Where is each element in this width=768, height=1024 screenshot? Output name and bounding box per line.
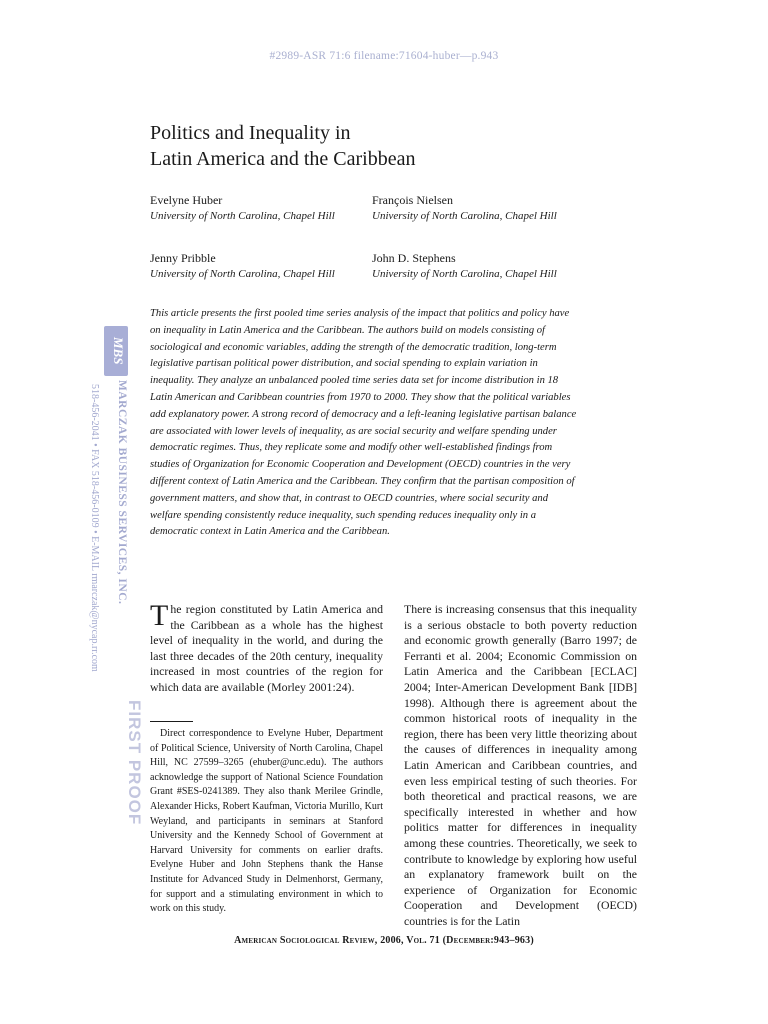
author-affiliation: University of North Carolina, Chapel Hill [372, 268, 557, 280]
title-line-2: Latin America and the Caribbean [150, 148, 416, 170]
body-paragraph: he region constituted by Latin America and the Caribbean as a whole has the highest level of inequality in the world, and during the last three decades of the 20th century, inequality increased in most countries of the region for which data are available (Morley 2001:24). [150, 602, 383, 694]
typesetter-logo [104, 326, 128, 376]
author-name: François Nielsen [372, 193, 453, 207]
abstract: This article presents the first pooled time series analysis of the impact that politics and policy have on inequality in Latin America and the Caribbean. The authors build on models consisting of sociological and economic variables, adding the strength of the democratic tradition, long-term legislative partisan political power distribution, and social spending to explain variation in inequality. They analyze an unbalanced pooled time series data set for income distribution in 18 Latin American and Caribbean countries from 1970 to 2000. They show that the political variables add explanatory power. A strong record of democracy and a left-leaning legislative partisan balance are associated with lower levels of inequality, as are social security and welfare spending under democratic regimes. Thus, they replicate some and modify other well-established findings from studies of Organization for Economic Cooperation and Development (OECD) countries in the very different context of Latin America and the Caribbean. They confirm that the partisan composition of government matters, and show that, in contrast to OECD countries, where social security and welfare spending consistently reduce inequality, such spending reduces inequality only in a democratic context in Latin America and the Caribbean. [150, 308, 577, 538]
author-affiliation: University of North Carolina, Chapel Hill [150, 210, 335, 222]
author-block [372, 250, 602, 282]
drop-cap: T [150, 599, 169, 632]
author-block [150, 250, 380, 282]
logo-lettering: MBS [111, 337, 126, 365]
footnote-divider [150, 721, 193, 722]
author-block [150, 192, 380, 224]
body-column-left [150, 599, 383, 696]
body-column-right: There is increasing consensus that this inequality is a serious obstacle to both poverty reduction and economic growth generally (Barro 1997; de Ferranti et al. 2004; Economic Commission on Latin America and the Caribbean [ECLAC] 2004; Inter-American Development Bank [IDB] 1998). Although there is agreement about the common historical roots of inequality in the region, there has been very little theorizing about the causes of differences in inequality among Latin American and Caribbean countries, and even less empirical testing of such theories. For both theoretical and practical reasons, we are specifically interested in whether and how politics matter for differences in inequality among these countries. Theoretically, we seek to contribute to knowledge by exploring how useful an explanatory framework built on the experience of Organization for Economic Cooperation and Development (OECD) countries is for the Latin [404, 602, 637, 928]
author-name: Evelyne Huber [150, 193, 223, 207]
proof-filename-header: #2989-ASR 71:6 filename:71604-huber—p.943 [269, 50, 499, 62]
article-title [150, 120, 650, 172]
author-name: Jenny Pribble [150, 251, 216, 265]
typesetter-company-name: MARCZAK BUSINESS SERVICES, INC. [116, 380, 128, 605]
typesetter-contact: 518-456-2041 • FAX 518-456-0109 • E-MAIL rmarczak@nycap.rr.com [89, 384, 100, 672]
journal-citation-footer: American Sociological Review, 2006, Vol. 71 (December:943–963) [234, 935, 534, 946]
correspondence-footnote: Direct correspondence to Evelyne Huber, Department of Political Science, University of North Carolina, Chapel Hill, NC 27599–3265 (ehuber@unc.edu). The authors acknowledge the support of National Science Foundation Grant #SES-0241389. They also thank Merilee Grindle, Alexander Hicks, Robert Kaufman, Victoria Murillo, Kurt Weyland, and participants in seminars at Stanford University and the Kennedy School of Government at Harvard University for comments on earlier drafts. Evelyne Huber and John Stephens thank the Hanse Institute for Advanced Study in Delmenhorst, Germany, for support and a stimulating environment in which to work on this study. [150, 728, 383, 915]
first-proof-stamp: FIRST PROOF [125, 700, 144, 826]
author-affiliation: University of North Carolina, Chapel Hill [372, 210, 557, 222]
author-affiliation: University of North Carolina, Chapel Hill [150, 268, 335, 280]
author-block [372, 192, 602, 224]
title-line-1: Politics and Inequality in [150, 122, 351, 144]
author-name: John D. Stephens [372, 251, 456, 265]
